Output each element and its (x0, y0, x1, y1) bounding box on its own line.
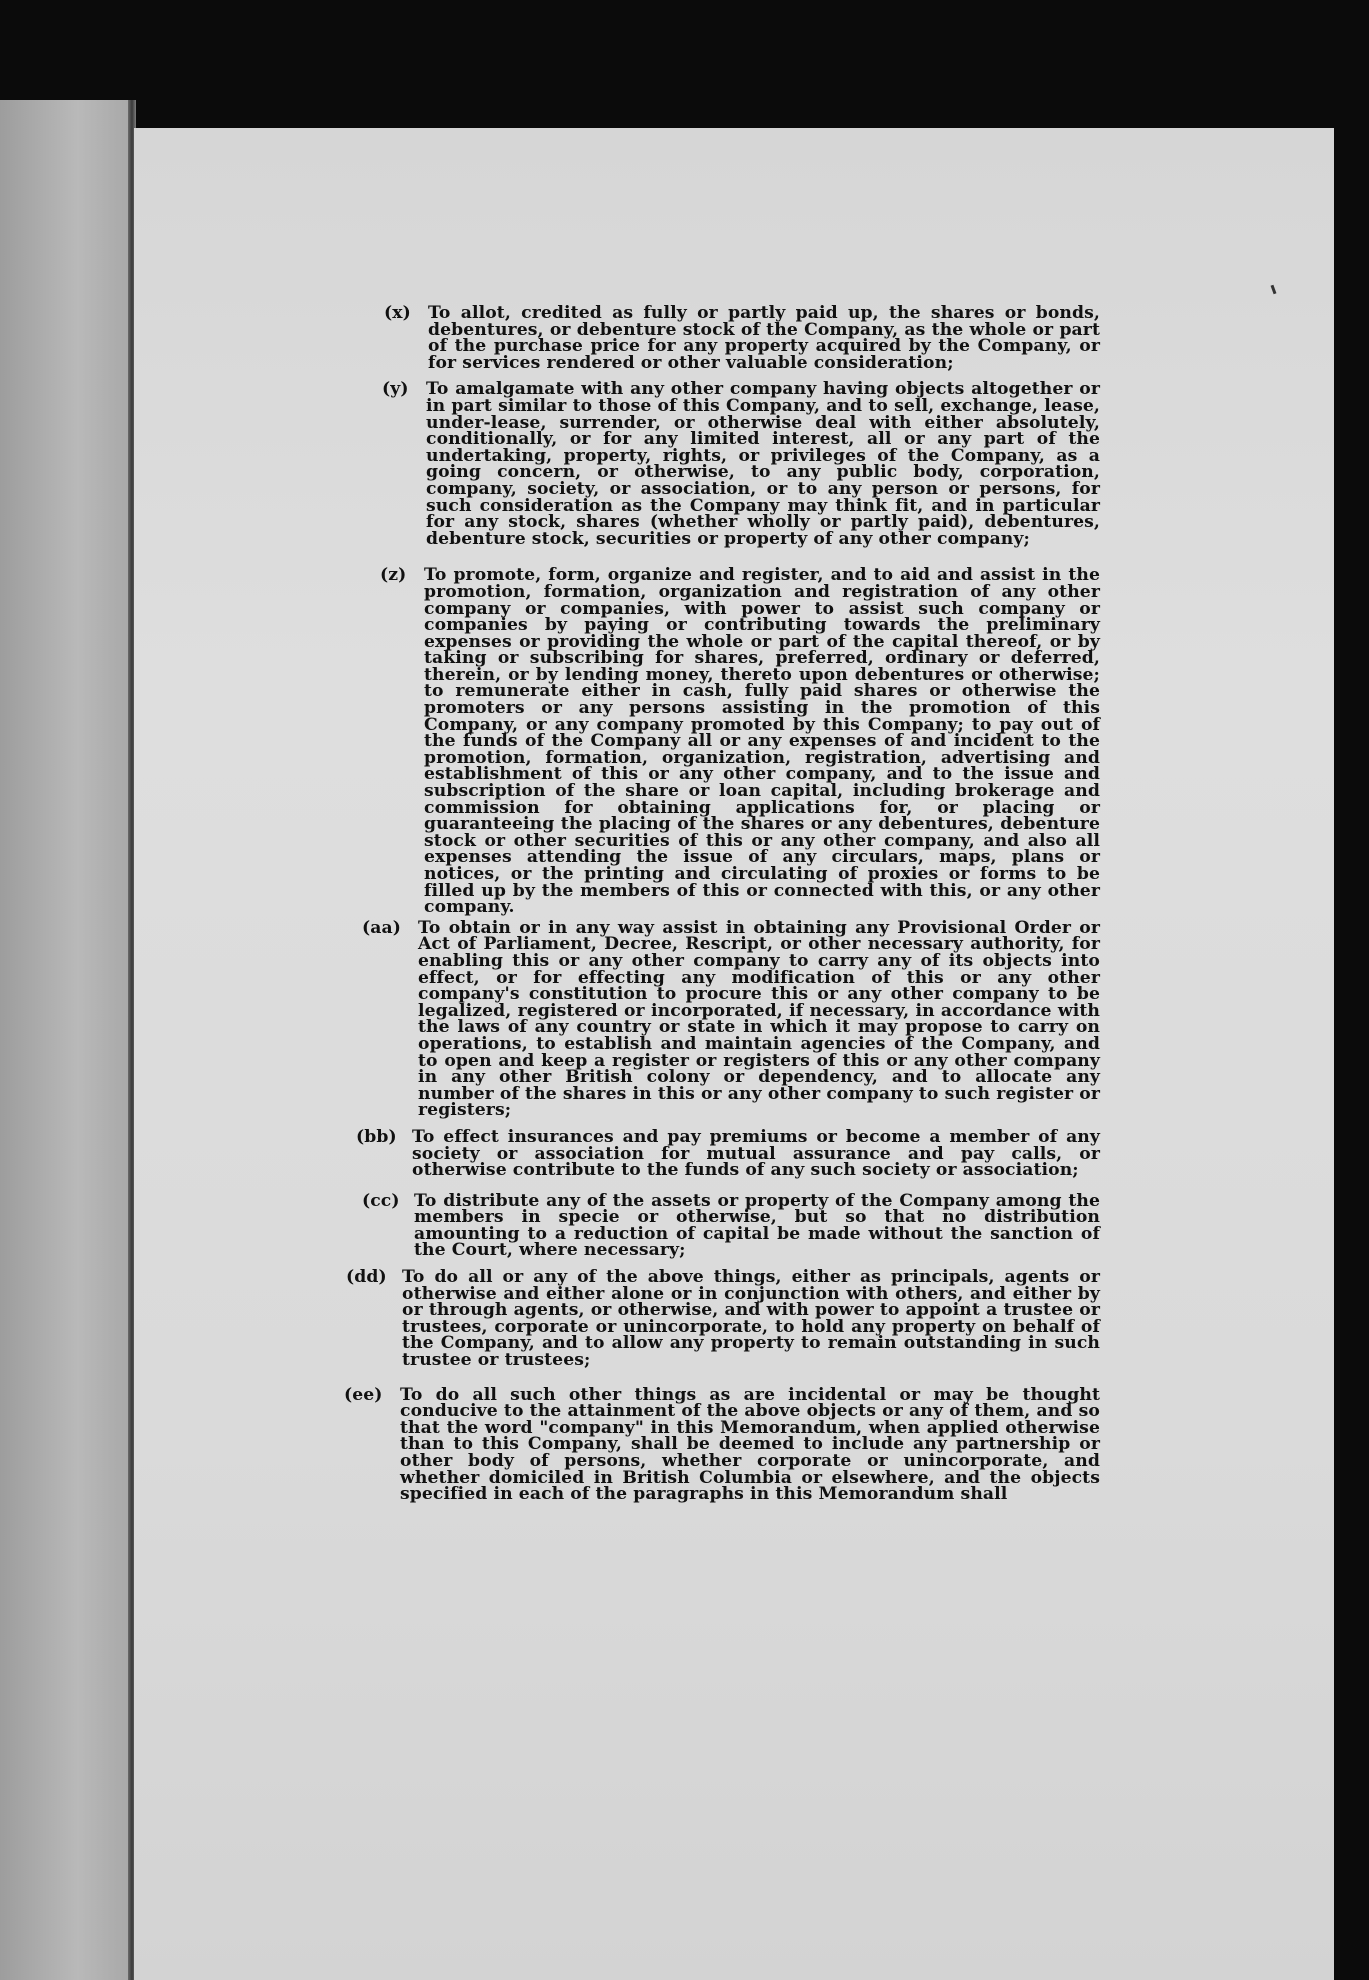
clause-y (382, 379, 1100, 549)
clause-text: To effect insurances and pay premiums or become a member of any society or association for mutual assurance and pay calls, or otherwise contribute to the funds of any such society or association; (412, 1126, 1100, 1181)
clause-list (340, 305, 1100, 1503)
clause-label: (x) (384, 303, 411, 323)
clause-text: To distribute any of the assets or property of the Company among the members in specie or otherwise, but so that no distribution amounting to a reduction of capital be made without the sanction of the Court, where necessary; (414, 1190, 1100, 1261)
clause-text: To allot, credited as fully or partly paid up, the shares or bonds, debentures, or debenture stock of the Company, as the whole or part of the purchase price for any property acquired by the Company, or for services rendered or other valuable consideration; (428, 303, 1100, 373)
clause-x (384, 303, 1100, 373)
clause-ee (344, 1384, 1100, 1505)
clause-text: To do all such other things as are incidental or may be thought conducive to the attainment of the above objects or any of them, and so that the word "company" in this Memorandum, when applied otherwise than to this Company, shall be deemed to include any partnership or other body of persons, whether corporate or unincorporate, and whether domiciled in British Columbia or elsewhere, and the objects specified in each of the paragraphs in this Memorandum shall (400, 1384, 1100, 1505)
clause-label: (aa) (362, 917, 401, 938)
clause-text: To do all or any of the above things, either as principals, agents or otherwise and either alone or in conjunction with others, and either by or through agents, or otherwise, and with power to appoint a trustee or trustees, corporate or unincorporate, to hold any property on behalf of the Company, and to allow any property to remain outstanding in such trustee or trustees; (402, 1267, 1100, 1371)
clause-text: To promote, form, organize and register, and to aid and assist in the promotion, formation, organization and registration of any other company or companies, with power to assist such company or companies by paying or contributing towards the preliminary expenses or providing the whole or part of the capital thereof, or by taking or subscribing for shares, preferred, ordinary or deferred, therein, or by lending money, thereto upon debentures or otherwise; to remunerate either in cash, fully paid shares or otherwise the promoters or any persons assisting in the promotion of this Company, or any company promoted by this Company; to pay out of the funds of the Company all or any expenses of and incident to the promotion, formation, organization, registration, advertising and establishment of this or any other company, and to the issue and subscription of the share or loan capital, including brokerage and commission for obtaining applications for, or placing or guaranteeing the placing of the shares or any debentures, debenture stock or other securities of this or any other company, and also all expenses attending the issue of any circulars, maps, plans or notices, or the printing and circulating of proxies or forms to be filled up by the members of this or connected with this, or any other company. (424, 565, 1100, 918)
clause-label: (bb) (356, 1126, 397, 1147)
clause-bb (356, 1126, 1100, 1181)
clause-text: To amalgamate with any other company having objects altogether or in part similar to those of this Company, and to sell, exchange, lease, under-lease, surrender, or otherwise deal with either absolutely, conditionally, or for any limited interest, all or any part of the undertaking, property, rights, or privileges of the Company, as a going concern, or otherwise, to any public body, corporation, company, society, or association, or to any person or persons, for such consideration as the Company may think fit, and in particular for any stock, shares (whether wholly or partly paid), debentures, debenture stock, securities or property of any other company; (426, 379, 1100, 549)
page-blemish (1271, 285, 1277, 294)
facing-page-edge (0, 100, 130, 1980)
clause-label: (dd) (346, 1267, 387, 1288)
clause-label: (cc) (362, 1190, 400, 1211)
clause-dd (346, 1267, 1100, 1371)
clause-aa (362, 917, 1100, 1121)
clause-z (380, 565, 1100, 918)
clause-label: (y) (382, 379, 409, 400)
clause-label: (z) (380, 565, 407, 586)
clause-text: To obtain or in any way assist in obtaining any Provisional Order or Act of Parliament, Decree, Rescript, or other necessary authority, for enabling this or any other company to carry any of its objects into effect, or for effecting any modification of this or any other company's constitution to procure this or any other company to be legalized, registered or incorporated, if necessary, in accordance with the laws of any country or state in which it may propose to carry on operations, to establish and maintain agencies of the Company, and to open and keep a register or registers of this or any other company in any other British colony or dependency, and to allocate any number of the shares in this or any other company to such register or registers; (418, 917, 1100, 1121)
clause-cc (362, 1190, 1100, 1261)
clause-label: (ee) (344, 1384, 383, 1405)
